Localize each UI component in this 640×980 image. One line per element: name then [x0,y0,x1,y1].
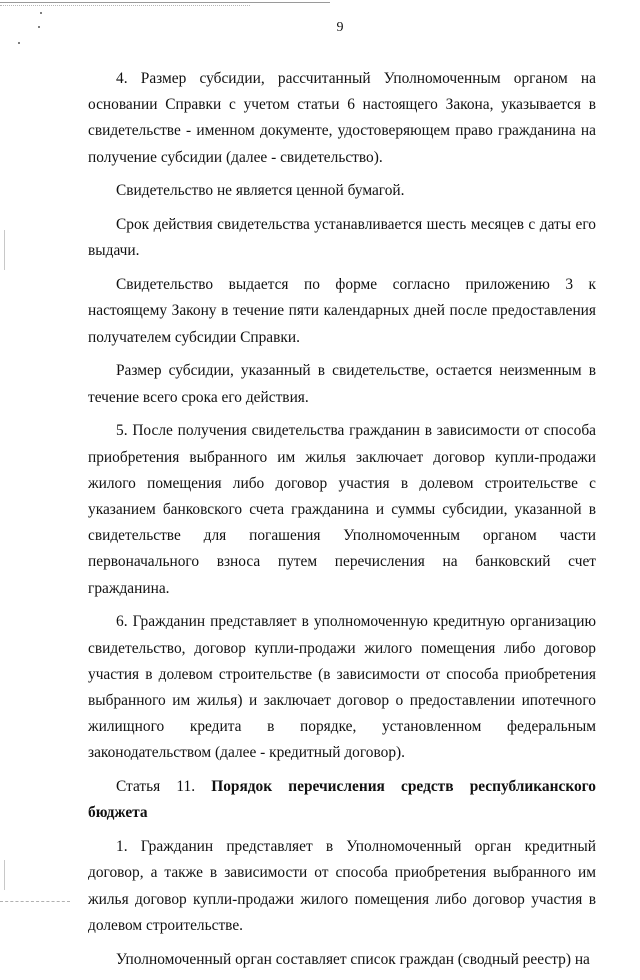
paragraph-6: 6. Гражданин представляет в уполномоченную кредитную организацию свидетельство, договор купли-продажи жилого помещения либо договор участия в долевом строительстве (в зависимости от способа приобретения выбранного им жилья) и заключает договор о предоставлении ипотечного жилищного кредита в порядке, установленном федеральным законодательством (далее - кредитный договор). [88,613,596,762]
scan-bottom-line [0,901,70,902]
paragraph-subsidy-unchanged: Размер субсидии, указанный в свидетельстве, остается неизменным в течение всего срока его действия. [88,362,596,406]
scan-margin-mark [4,230,5,270]
document-body [88,66,596,980]
scan-speck [40,12,42,14]
paragraph-certificate-issue: Свидетельство выдается по форме согласно приложению 3 к настоящему Закону в течение пяти календарных дней после предоставления получателем субсидии Справки. [88,276,596,346]
page-number: 9 [336,20,344,35]
scan-top-line-dotted [0,5,250,6]
scan-margin-mark [4,860,5,890]
article-prefix: Статья 11. [116,778,212,796]
article-11-paragraph-1: 1. Гражданин представляет в Уполномоченный орган кредитный договор, а также в зависимости от способа приобретения выбранного им жилья договор купли-продажи жилого помещения либо договор участия в долевом строительстве. [88,838,596,934]
paragraph-certificate-validity: Срок действия свидетельства устанавливается шесть месяцев с даты его выдачи. [88,216,596,260]
scan-speck [18,42,20,44]
paragraph-certificate-not-security: Свидетельство не является ценной бумагой. [116,182,405,200]
paragraph-4: 4. Размер субсидии, рассчитанный Уполномоченным органом на основании Справки с учетом статьи 6 настоящего Закона, указывается в свидетельстве - именном документе, удостоверяющем право гражданина на получение субсидии (далее - свидетельство). [88,70,596,166]
paragraph-5: 5. После получения свидетельства гражданин в зависимости от способа приобретения выбранного им жилья заключает договор купли-продажи жилого помещения либо договор участия в долевом строительстве с указанием банковского счета гражданина и суммы субсидии, указанной в свидетельстве для погашения Уполномоченным органом части первоначального взноса путем перечисления на банковский счет гражданина. [88,422,596,597]
article-11-heading [88,774,596,826]
article-title: Порядок перечисления средств республиканского бюджета [88,778,596,822]
scan-top-line [0,2,330,3]
article-11-paragraph-registry: Уполномоченный орган составляет список граждан (сводный реестр) на [116,950,590,968]
